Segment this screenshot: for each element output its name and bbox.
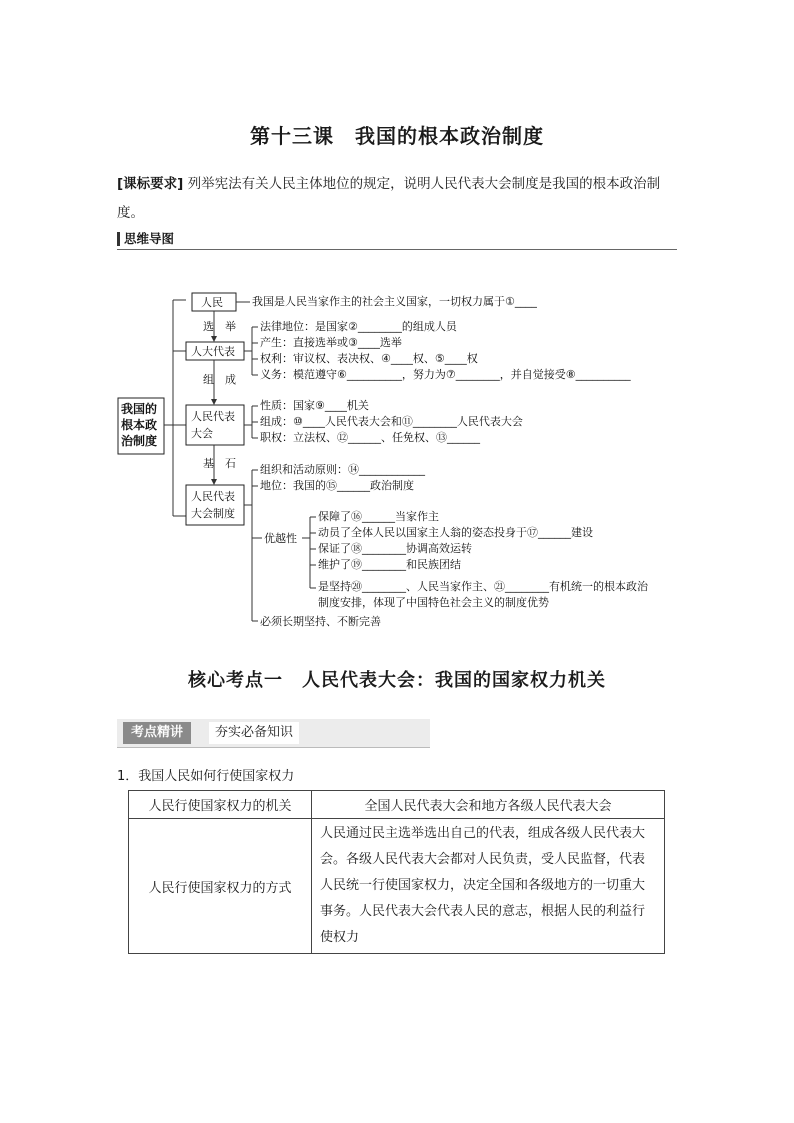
deputy-line-4: 义务：模范遵守⑥__________，努力为⑦________，并自觉接受⑧__________ — [260, 368, 631, 381]
box-people-label: 人民 — [201, 296, 223, 309]
table-cell: 人民行使国家权力的方式 — [129, 819, 312, 954]
advantage-4: 维护了⑲________和民族团结 — [318, 558, 461, 571]
people-text: 我国是人民当家作主的社会主义国家，一切权力属于①____ — [252, 295, 537, 308]
table-cell: 人民行使国家权力的机关 — [129, 791, 312, 819]
requirement-tag: [课标要求] — [117, 176, 184, 192]
box-system-line2: 大会制度 — [191, 507, 235, 520]
table-row — [129, 819, 665, 954]
advantage-3: 保证了⑱________协调高效运转 — [318, 542, 472, 555]
section-title: 核心考点一 人民代表大会：我国的国家权力机关 — [188, 670, 606, 691]
link-form: 组 成 — [203, 373, 236, 386]
section-bar-tag: 考点精讲 — [123, 722, 191, 744]
root-bracket — [164, 300, 186, 516]
arrowhead-1 — [211, 336, 217, 342]
congress-line-2: 组成：⑩____人民代表大会和⑪________人民代表大会 — [260, 415, 523, 428]
congress-bracket — [244, 406, 258, 438]
deputy-line-2: 产生：直接选举或③____选举 — [260, 336, 402, 349]
root-line-3: 治制度 — [121, 434, 158, 448]
question-heading: 1．我国人民如何行使国家权力 — [117, 769, 295, 784]
link-vote: 选 举 — [203, 320, 236, 333]
box-congress-line1: 人民代表 — [191, 410, 235, 423]
table-cell: 全国人民代表大会和地方各级人民代表大会 — [312, 791, 665, 819]
final-line: 必须长期坚持、不断完善 — [260, 615, 381, 628]
system-line-2: 地位：我国的⑮______政治制度 — [260, 479, 414, 492]
table-row — [129, 791, 665, 819]
root-line-1: 我国的 — [121, 402, 158, 416]
requirement-text: 列举宪法有关人民主体地位的规定，说明人民代表大会制度是我国的根本政治制度。 — [117, 176, 661, 221]
arrowhead-2 — [211, 399, 217, 405]
deputy-bracket — [244, 327, 258, 375]
page-title: 第十三课 我国的根本政治制度 — [250, 124, 544, 148]
deputy-line-3: 权利：审议权、表决权、④____权、⑤____权 — [260, 352, 478, 365]
box-congress-line2: 大会 — [191, 427, 213, 440]
box-deputy-label: 人大代表 — [191, 345, 235, 358]
advantage-5a: 是坚持⑳________、人民当家作主、㉑________有机统一的根本政治 — [318, 580, 648, 593]
table-cell: 人民通过民主选举选出自己的代表，组成各级人民代表大会。各级人民代表大会都对人民负责，受人民监督，代表人民统一行使国家权力，决定全国和各级地方的一切重大事务。人民代表大会代表人民的意志，根据人民的利益行使权力 — [312, 819, 665, 954]
link-base: 基 石 — [203, 457, 236, 470]
system-line-1: 组织和活动原则：⑭____________ — [260, 463, 425, 476]
advantage-2: 动员了全体人民以国家主人翁的姿态投身于⑰______建设 — [318, 526, 593, 539]
advantages-bracket — [302, 517, 316, 588]
congress-line-1: 性质：国家⑨____机关 — [260, 399, 369, 412]
system-bracket — [244, 470, 262, 621]
congress-line-3: 职权：立法权、⑫______、任免权、⑬______ — [260, 431, 480, 444]
deputy-line-1: 法律地位：是国家②________的组成人员 — [260, 320, 457, 333]
advantage-1: 保障了⑯______当家作主 — [318, 510, 439, 523]
knowledge-table — [128, 790, 665, 954]
root-line-2: 根本政 — [121, 418, 158, 432]
advantage-5b: 制度安排，体现了中国特色社会主义的制度优势 — [318, 596, 549, 609]
section-bar — [117, 719, 430, 748]
advantage-label: 优越性 — [264, 532, 297, 545]
mindmap-header: 思维导图 — [117, 232, 174, 246]
section-bar-sub: 夯实必备知识 — [209, 722, 299, 744]
arrowhead-3 — [211, 479, 217, 485]
box-system-line1: 人民代表 — [191, 490, 235, 503]
